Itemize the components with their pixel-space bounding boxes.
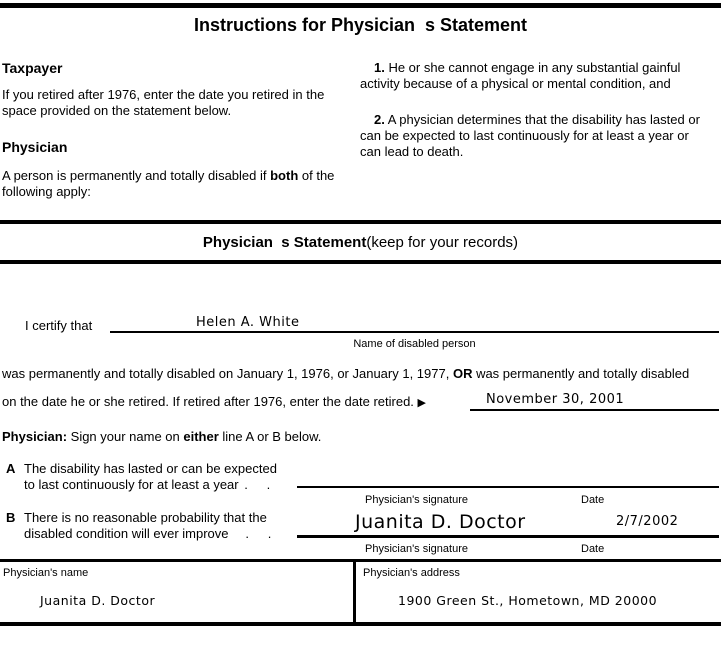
statement-bottom-rule <box>0 260 721 264</box>
condition-1-text: He or she cannot engage in any substantial gainful activity because of a physical or mental condition, and <box>360 60 681 91</box>
physician-intro-pre: A person is permanently and totally disabled if <box>2 168 271 183</box>
statement-top-rule <box>0 220 721 224</box>
para2-text: on the date he or she retired. If retired after 1976, enter the date retired. <box>2 394 418 409</box>
arrow-right-icon: ▶ <box>417 397 426 409</box>
line-b-signature-line[interactable] <box>297 535 719 538</box>
physician-name-label: Physician's name <box>3 567 89 579</box>
para1-post: was permanently and totally disabled <box>472 366 690 381</box>
statement-heading <box>0 234 721 251</box>
line-a-letter: A <box>6 461 16 476</box>
physician-address-label: Physician's address <box>363 567 460 579</box>
retired-date-value: November 30, 2001 <box>486 392 625 407</box>
disabled-person-name-value: Helen A. White <box>196 315 300 330</box>
line-b-text1: There is no reasonable probability that the <box>24 510 267 525</box>
para1-or-bold: OR <box>452 366 473 381</box>
sign-instruction-mid: Sign your name on <box>67 429 184 444</box>
line-a-leader-dots: . . <box>238 477 273 492</box>
line-b-date-value: 2/7/2002 <box>616 514 679 529</box>
condition-1 <box>360 60 712 92</box>
line-a-signature-line[interactable] <box>297 486 719 488</box>
physician-address-value[interactable]: 1900 Green St., Hometown, MD 20000 <box>398 593 658 608</box>
sign-instruction-physician-bold: Physician: <box>2 429 68 444</box>
sign-instruction-end: line A or B below. <box>218 429 322 444</box>
physician-intro-text <box>2 168 354 200</box>
taxpayer-heading: Taxpayer <box>2 60 63 76</box>
line-a-signature-caption: Physician's signature <box>365 494 468 506</box>
line-b-letter: B <box>6 510 16 525</box>
physician-intro-post: of the following apply: <box>2 168 335 199</box>
condition-2-text: A physician determines that the disability has lasted or can be expected to last continuously for at least a year or can lead to death. <box>360 112 700 159</box>
line-b-text2-body: disabled condition will ever improve <box>24 526 229 541</box>
disabled-person-name-line[interactable] <box>110 331 719 333</box>
name-line-caption: Name of disabled person <box>353 338 476 350</box>
para1-pre: was permanently and totally disabled on January 1, 1976, or January 1, 1977, <box>2 366 453 381</box>
table-top-rule <box>0 559 721 562</box>
physician-name-value[interactable]: Juanita D. Doctor <box>40 593 156 608</box>
condition-2 <box>360 112 712 160</box>
certify-label: I certify that <box>25 318 93 333</box>
retired-date-line[interactable] <box>470 409 719 411</box>
table-divider <box>353 559 356 626</box>
physician-heading: Physician <box>2 139 68 155</box>
physician-intro-bold: both <box>270 168 299 183</box>
disabled-paragraph-line1 <box>2 366 689 382</box>
taxpayer-text: If you retired after 1976, enter the date you retired in the space provided on the statement below. <box>2 87 325 118</box>
line-b-leader-dots: . . <box>228 526 274 541</box>
line-a-text2 <box>24 477 272 493</box>
condition-1-number: 1. <box>374 60 385 75</box>
line-a-text1: The disability has lasted or can be expected <box>24 461 277 476</box>
disabled-paragraph-line2 <box>2 394 426 411</box>
sign-instruction <box>2 429 321 445</box>
condition-2-number: 2. <box>374 112 385 127</box>
line-b-date-caption: Date <box>581 543 605 555</box>
statement-heading-note: (keep for your records) <box>366 234 519 251</box>
statement-heading-bold: Physician s Statement <box>202 234 367 251</box>
line-b-text2 <box>24 526 273 542</box>
line-b-signature-value: Juanita D. Doctor <box>355 511 526 533</box>
line-a-date-caption: Date <box>581 494 605 506</box>
line-b-signature-caption: Physician's signature <box>365 543 468 555</box>
table-bottom-rule <box>0 622 721 626</box>
top-rule <box>0 3 721 8</box>
sign-instruction-either-bold: either <box>183 429 219 444</box>
page-title: Instructions for Physician s Statement <box>193 15 528 35</box>
line-a-text2-body: to last continuously for at least a year <box>24 477 239 492</box>
